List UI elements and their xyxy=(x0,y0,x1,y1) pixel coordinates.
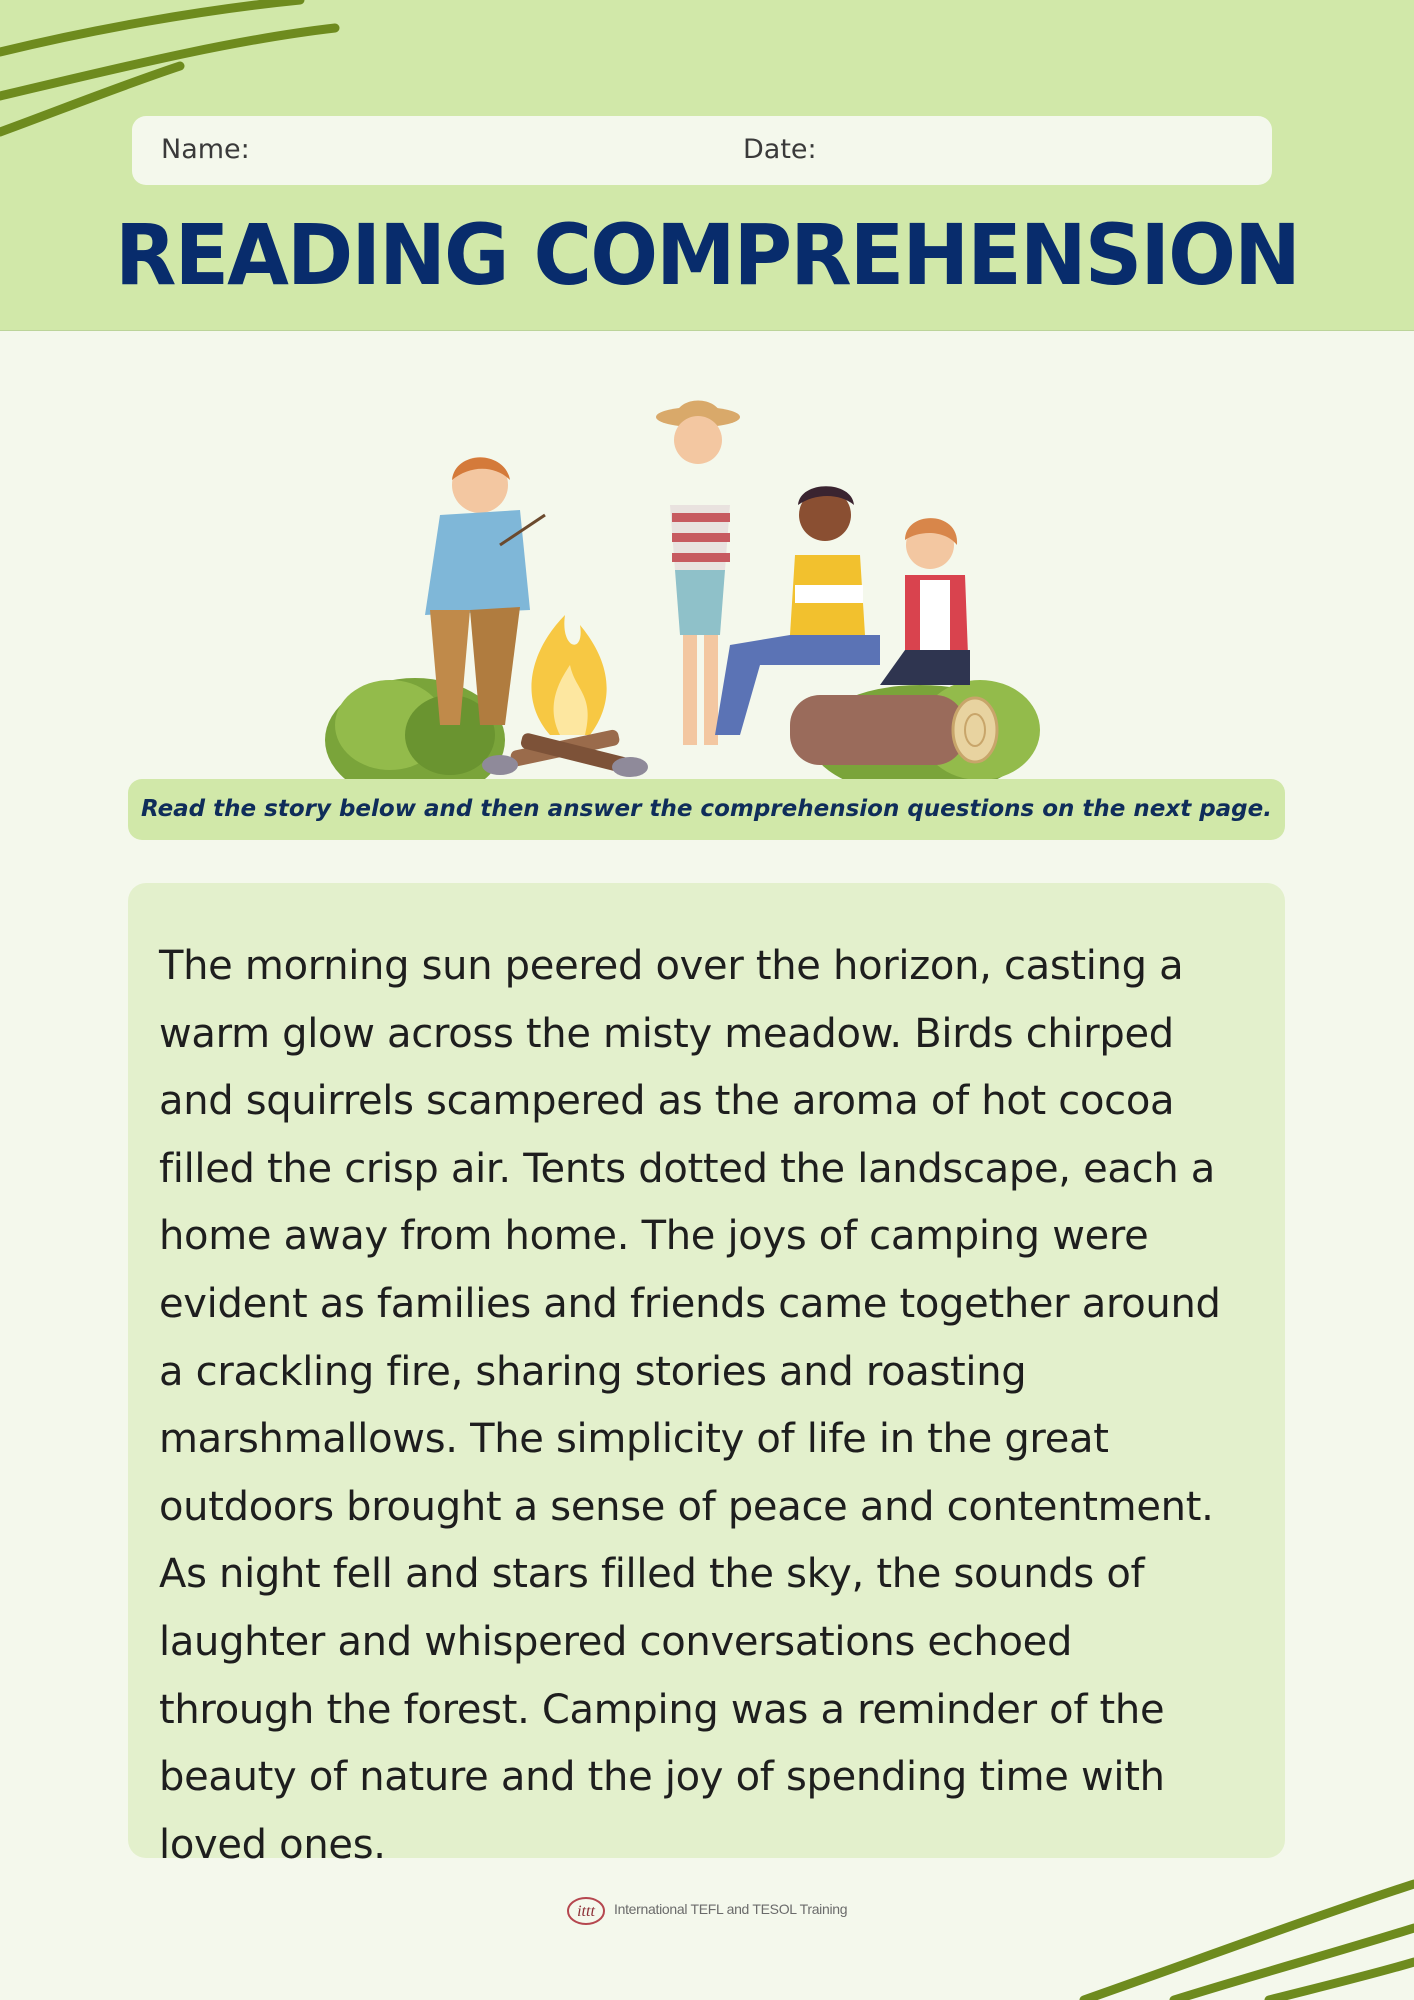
log xyxy=(790,695,997,765)
logo-mark: ittt xyxy=(577,1903,595,1920)
story-line: The morning sun peered over the horizon, casting a xyxy=(159,943,1184,989)
logo-text: International TEFL and TESOL Training xyxy=(614,1901,848,1917)
story-line: outdoors brought a sense of peace and contentment. xyxy=(159,1483,1214,1530)
story-line: As night fell and stars filled the sky, the sounds of xyxy=(159,1551,1145,1598)
boy-roasting xyxy=(425,457,545,725)
name-date-box[interactable] xyxy=(132,116,1272,185)
ittt-logo[interactable] xyxy=(564,1889,847,1929)
story-line: beauty of nature and the joy of spending time with xyxy=(159,1754,1165,1801)
instruction-banner: Read the story below and then answer the comprehension questions on the next page. xyxy=(128,779,1285,840)
name-label: Name: xyxy=(161,134,250,165)
story-line: evident as families and friends came together around xyxy=(159,1280,1221,1327)
camping-friends-illustration xyxy=(320,395,1060,780)
story-line: filled the crisp air. Tents dotted the landscape, each a xyxy=(159,1145,1215,1192)
story-line: a crackling fire, sharing stories and roasting xyxy=(159,1348,1027,1395)
story-line: and squirrels scampered as the aroma of hot cocoa xyxy=(159,1078,1175,1125)
story-line: through the forest. Camping was a reminder of the xyxy=(159,1686,1165,1733)
story-line: warm glow across the misty meadow. Birds chirped xyxy=(159,1010,1174,1057)
story-text xyxy=(159,933,1269,1879)
date-label: Date: xyxy=(743,134,817,165)
story-line: loved ones. xyxy=(159,1821,386,1868)
girl-on-log xyxy=(880,518,970,685)
story-line: marshmallows. The simplicity of life in the great xyxy=(159,1416,1109,1463)
bottom-right-scribble xyxy=(1054,1870,1414,2000)
page-title: READING COMPREHENSION xyxy=(115,206,1299,304)
ittt-logo-icon xyxy=(564,1891,608,1927)
story-line: home away from home. The joys of camping were xyxy=(159,1213,1149,1260)
story-line: laughter and whispered conversations echoed xyxy=(159,1618,1073,1665)
